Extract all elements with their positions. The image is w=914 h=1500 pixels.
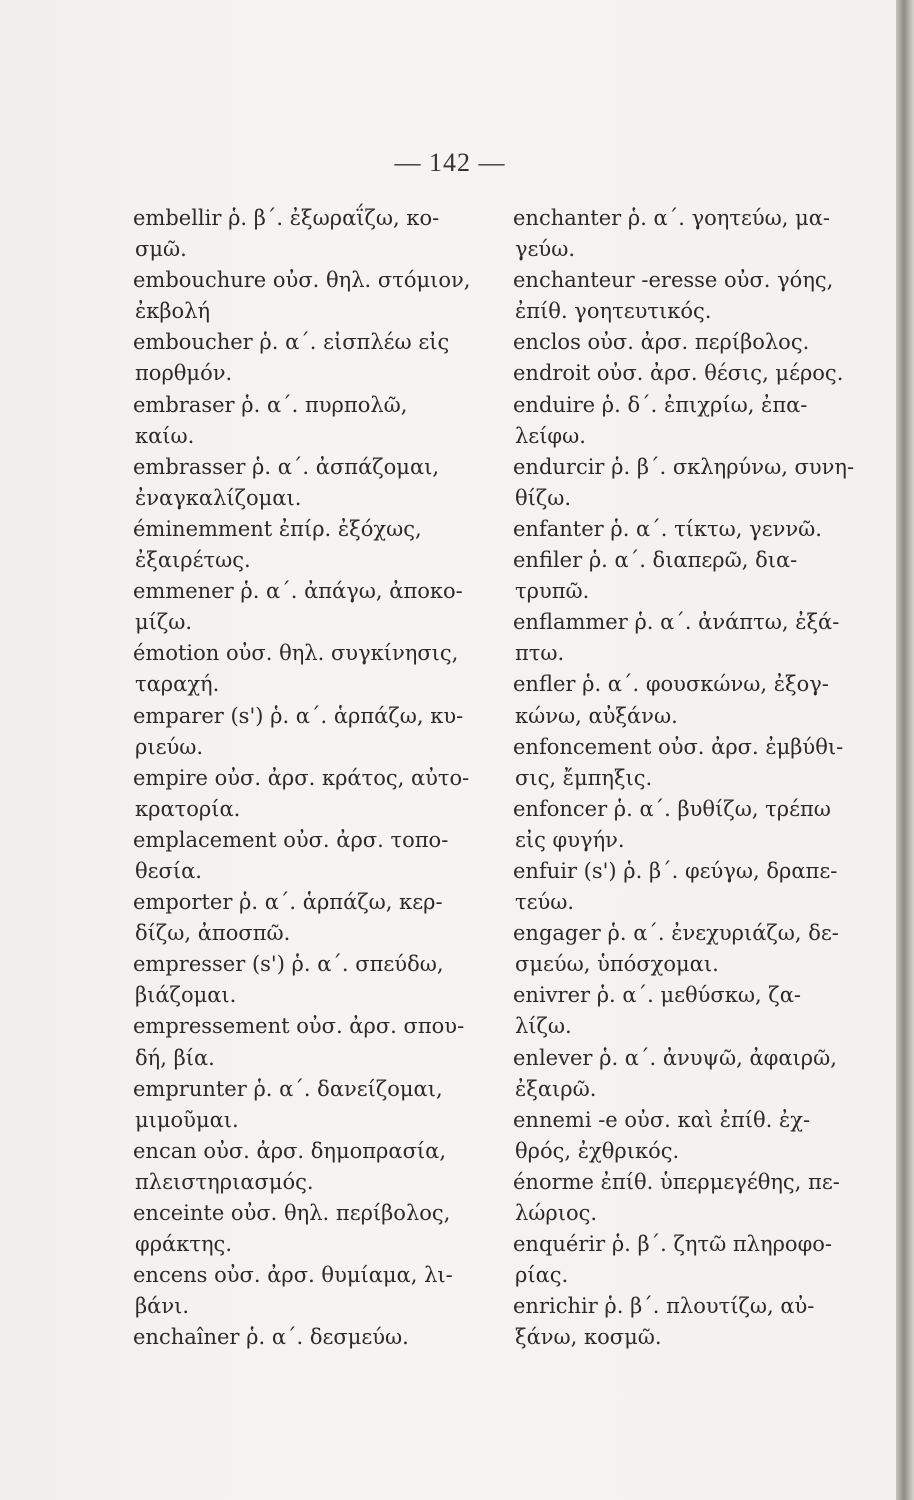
entry-continuation: θεσία. bbox=[135, 858, 202, 883]
dictionary-entry bbox=[133, 1198, 493, 1260]
dictionary-entry bbox=[133, 327, 493, 389]
dictionary-entry bbox=[133, 949, 493, 1011]
dictionary-entry bbox=[513, 327, 873, 358]
dictionary-entry bbox=[513, 358, 873, 389]
entry-line: émotion οὐσ. θηλ. συγκίνησις, bbox=[133, 641, 459, 666]
entry-continuation: κώνω, αὐξάνω. bbox=[515, 703, 678, 728]
dictionary-entry bbox=[513, 545, 873, 607]
dictionary-entry bbox=[513, 1043, 873, 1105]
page-edge-shadow bbox=[896, 0, 914, 1500]
dictionary-entry bbox=[513, 980, 873, 1042]
entry-line: emplacement οὐσ. ἀρσ. τοπο- bbox=[133, 827, 449, 852]
entry-line: engager ῥ. α΄. ἐνεχυριάζω, δε- bbox=[513, 921, 839, 946]
dictionary-entry bbox=[513, 1229, 873, 1291]
entry-line: enfler ῥ. α΄. φουσκώνω, ἐξογ- bbox=[513, 672, 829, 697]
entry-continuation: δίζω, ἀποσπῶ. bbox=[135, 921, 291, 946]
entry-line: emmener ῥ. α΄. ἀπάγω, ἀποκο- bbox=[133, 579, 463, 604]
entry-continuation: σις, ἔμπηξις. bbox=[515, 765, 653, 790]
dictionary-entry bbox=[133, 825, 493, 887]
entry-line: endurcir ῥ. β΄. σκληρύνω, συνη- bbox=[513, 454, 855, 479]
entry-continuation: πορθμόν. bbox=[135, 361, 233, 386]
left-column bbox=[133, 203, 493, 1353]
entry-line: enrichir ῥ. β΄. πλουτίζω, αὐ- bbox=[513, 1294, 815, 1319]
entry-line: enivrer ῥ. α΄. μεθύσκω, ζα- bbox=[513, 983, 801, 1008]
entry-line: énorme ἐπίθ. ὑπερμεγέθης, πε- bbox=[513, 1169, 840, 1194]
entry-continuation: μίζω. bbox=[135, 610, 193, 635]
entry-continuation: θρός, ἐχθρικός. bbox=[515, 1138, 680, 1163]
dictionary-entry bbox=[133, 1074, 493, 1136]
page-number: — 142 — bbox=[394, 148, 506, 177]
dictionary-entry bbox=[513, 918, 873, 980]
entry-continuation: βάνι. bbox=[135, 1294, 189, 1319]
entry-continuation: πτω. bbox=[515, 641, 565, 666]
entry-line: embouchure οὐσ. θηλ. στόμιον, bbox=[133, 268, 471, 293]
dictionary-entry bbox=[513, 856, 873, 918]
dictionary-entry bbox=[133, 638, 493, 700]
dictionary-entry bbox=[513, 390, 873, 452]
dictionary-entry bbox=[133, 514, 493, 576]
entry-line: emprunter ῥ. α΄. δανείζομαι, bbox=[133, 1076, 443, 1101]
entry-continuation: πλειστηριασμός. bbox=[135, 1169, 314, 1194]
entry-line: encan οὐσ. ἀρσ. δημοπρασία, bbox=[133, 1138, 447, 1163]
entry-continuation: μιμοῦμαι. bbox=[135, 1107, 239, 1132]
dictionary-entry bbox=[133, 452, 493, 514]
entry-continuation: εἰς φυγήν. bbox=[515, 827, 625, 852]
entry-line: empressement οὐσ. ἀρσ. σπου- bbox=[133, 1014, 465, 1039]
dictionary-entry bbox=[513, 1167, 873, 1229]
right-column bbox=[513, 203, 873, 1353]
entry-continuation: σμῶ. bbox=[135, 237, 187, 262]
entry-line: enfoncer ῥ. α΄. βυθίζω, τρέπω bbox=[513, 796, 831, 821]
entry-line: enfiler ῥ. α΄. διαπερῶ, δια- bbox=[513, 548, 798, 573]
dictionary-entry bbox=[513, 514, 873, 545]
entry-continuation: καίω. bbox=[135, 423, 195, 448]
dictionary-entry bbox=[513, 265, 873, 327]
entry-line: empresser (s') ῥ. α΄. σπεύδω, bbox=[133, 952, 444, 977]
entry-line: éminemment ἐπίρ. ἐξόχως, bbox=[133, 516, 422, 541]
entry-line: enchaîner ῥ. α΄. δεσμεύω. bbox=[133, 1325, 409, 1350]
entry-continuation: φράκτης. bbox=[135, 1232, 232, 1257]
entry-line: enfanter ῥ. α΄. τίκτω, γεννῶ. bbox=[513, 516, 822, 541]
entry-line: ennemi -e οὐσ. καὶ ἐπίθ. ἐχ- bbox=[513, 1107, 811, 1132]
entry-line: embraser ῥ. α΄. πυρπολῶ, bbox=[133, 392, 408, 417]
dictionary-entry bbox=[133, 763, 493, 825]
entry-continuation: δή, βία. bbox=[135, 1045, 215, 1070]
entry-continuation: θίζω. bbox=[515, 485, 572, 510]
entry-line: embellir ῥ. β΄. ἐξωραΐζω, κο- bbox=[133, 206, 440, 230]
entry-continuation: ριεύω. bbox=[135, 734, 204, 759]
entry-line: enlever ῥ. α΄. ἀνυψῶ, ἀφαιρῶ, bbox=[513, 1045, 837, 1070]
dictionary-entry bbox=[133, 1136, 493, 1198]
dictionary-entry bbox=[513, 203, 873, 265]
entry-continuation: κρατορία. bbox=[135, 796, 241, 821]
entry-line: enduire ῥ. δ΄. ἐπιχρίω, ἐπα- bbox=[513, 392, 808, 417]
entry-line: enchanteur -eresse οὐσ. γόης, bbox=[513, 268, 834, 293]
entry-line: enfuir (s') ῥ. β΄. φεύγω, δραπε- bbox=[513, 858, 838, 883]
entry-line: enclos οὐσ. ἀρσ. περίβολος. bbox=[513, 330, 810, 355]
entry-continuation: ἐκβολή bbox=[135, 299, 211, 324]
entry-continuation: τρυπῶ. bbox=[515, 579, 590, 604]
entry-line: enfoncement οὐσ. ἀρσ. ἐμβύθι- bbox=[513, 734, 844, 759]
entry-continuation: ξάνω, κοσμῶ. bbox=[515, 1325, 662, 1350]
entry-line: enflammer ῥ. α΄. ἀνάπτω, ἐξά- bbox=[513, 610, 840, 635]
entry-continuation: ἐπίθ. γοητευτικός. bbox=[515, 299, 712, 324]
entry-continuation: ρίας. bbox=[515, 1263, 569, 1288]
entry-continuation: λώριος. bbox=[515, 1201, 598, 1225]
entry-line: enchanter ῥ. α΄. γοητεύω, μα- bbox=[513, 206, 831, 230]
dictionary-entry bbox=[133, 1322, 493, 1353]
dictionary-entry bbox=[133, 576, 493, 638]
entry-continuation: γεύω. bbox=[515, 237, 575, 262]
entry-line: emparer (s') ῥ. α΄. ἁρπάζω, κυ- bbox=[133, 703, 464, 728]
dictionary-entry bbox=[513, 607, 873, 669]
entry-line: emboucher ῥ. α΄. εἰσπλέω εἰς bbox=[133, 330, 450, 355]
entry-continuation: λείφω. bbox=[515, 423, 586, 448]
entry-continuation: ἐναγκαλίζομαι. bbox=[135, 485, 302, 510]
entry-continuation: ἐξαιρῶ. bbox=[515, 1076, 597, 1101]
dictionary-entry bbox=[513, 1291, 873, 1353]
entry-line: embrasser ῥ. α΄. ἀσπάζομαι, bbox=[133, 454, 440, 479]
dictionary-entry bbox=[133, 265, 493, 327]
entry-continuation: ταραχή. bbox=[135, 672, 220, 697]
entry-line: emporter ῥ. α΄. ἁρπάζω, κερ- bbox=[133, 890, 443, 915]
entry-continuation: σμεύω, ὑπόσχομαι. bbox=[515, 952, 719, 977]
entry-line: enquérir ῥ. β΄. ζητῶ πληροφο- bbox=[513, 1232, 833, 1257]
dictionary-entry bbox=[133, 390, 493, 452]
dictionary-entry bbox=[133, 701, 493, 763]
entry-continuation: ἐξαιρέτως. bbox=[135, 548, 251, 573]
dictionary-entry bbox=[513, 794, 873, 856]
entry-line: endroit οὐσ. ἀρσ. θέσις, μέρος. bbox=[513, 361, 844, 386]
entry-continuation: τεύω. bbox=[515, 890, 575, 915]
entry-continuation: λίζω. bbox=[515, 1014, 572, 1039]
dictionary-entry bbox=[133, 1011, 493, 1073]
dictionary-entry bbox=[133, 887, 493, 949]
dictionary-entry bbox=[513, 1105, 873, 1167]
dictionary-entry bbox=[513, 452, 873, 514]
dictionary-entry bbox=[133, 1260, 493, 1322]
dictionary-entry bbox=[133, 203, 493, 265]
entry-line: enceinte οὐσ. θηλ. περίβολος, bbox=[133, 1201, 451, 1225]
entry-continuation: βιάζομαι. bbox=[135, 983, 237, 1008]
dictionary-entry bbox=[513, 669, 873, 731]
entry-line: encens οὐσ. ἀρσ. θυμίαμα, λι- bbox=[133, 1263, 453, 1288]
entry-line: empire οὐσ. ἀρσ. κράτος, αὐτο- bbox=[133, 765, 470, 790]
dictionary-entry bbox=[513, 732, 873, 794]
